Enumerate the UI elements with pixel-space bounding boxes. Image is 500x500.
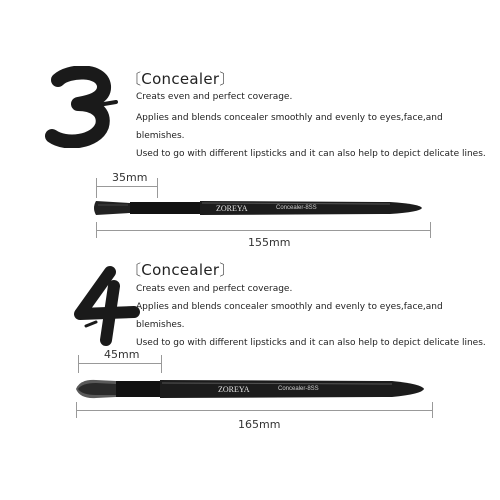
product-4-total-length: 165mm bbox=[238, 418, 281, 431]
product-3-desc-line-4: Used to go with different lipsticks and it can also help to depict delicate lines. bbox=[136, 149, 486, 159]
product-4-desc-line-4: Used to go with different lipsticks and it can also help to depict delicate lines. bbox=[136, 338, 486, 348]
product-3-brand-text: ZOREYA bbox=[216, 204, 248, 213]
product-3-total-length: 155mm bbox=[248, 236, 291, 249]
product-3-desc-line-3: blemishes. bbox=[136, 131, 185, 141]
product-4-head-length: 45mm bbox=[104, 348, 140, 361]
product-3-model-text: Concealer-8SS bbox=[276, 205, 317, 211]
product-3-total-dim-tick-right bbox=[430, 222, 431, 238]
product-3-desc-line-1: Creats even and perfect coverage. bbox=[136, 92, 293, 102]
product-4-total-dim-tick-right bbox=[432, 402, 433, 418]
product-4-desc-line-1: Creats even and perfect coverage. bbox=[136, 284, 293, 294]
product-3-head-dim-line bbox=[96, 186, 158, 187]
product-3-head-length: 35mm bbox=[112, 171, 148, 184]
product-4-total-dim-tick-left bbox=[76, 402, 77, 418]
product-4-head-dim-tick-right bbox=[161, 355, 162, 373]
product-3-brush-image bbox=[90, 195, 430, 221]
product-4-head-dim-tick-left bbox=[78, 355, 79, 373]
product-4-title: 〔Concealer〕 bbox=[126, 261, 235, 279]
product-3-desc-line-2: Applies and blends concealer smoothly and evenly to eyes,face,and bbox=[136, 113, 443, 123]
product-4-brush-image bbox=[72, 375, 432, 405]
product-4-desc-line-2: Applies and blends concealer smoothly and evenly to eyes,face,and bbox=[136, 302, 443, 312]
product-4-head-dim-line bbox=[78, 363, 162, 364]
product-3-title: 〔Concealer〕 bbox=[126, 70, 235, 88]
product-4-model-text: Concealer-8SS bbox=[278, 386, 319, 392]
product-4-desc-line-3: blemishes. bbox=[136, 320, 185, 330]
product-3-total-dim-tick-left bbox=[96, 222, 97, 238]
product-4-brand-text: ZOREYA bbox=[218, 385, 250, 394]
number-3-brush-numeral bbox=[36, 66, 124, 148]
product-3-total-dim-line bbox=[96, 230, 430, 231]
product-4-total-dim-line bbox=[76, 410, 432, 411]
